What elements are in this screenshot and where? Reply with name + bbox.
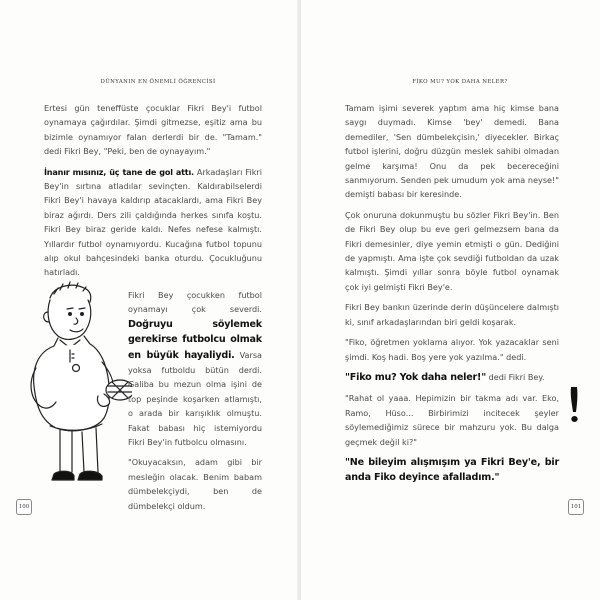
page-number-right: 101 — [568, 499, 584, 515]
handwritten-emphasis: "Ne bileyim alışmışım ya Fikri Bey'e, bir anda Fiko deyince afalladım." — [345, 456, 559, 484]
handwritten-emphasis: "Fiko mu? Yok daha neler!" — [345, 371, 487, 383]
paragraph: "Okuyacaksın, adam gibi bir mesleğin olacak. Benim babam dümbelekçiydi, ben de dümbelekçi oldum. — [128, 457, 262, 511]
right-page-text — [345, 101, 559, 492]
paragraph: Ertesi gün teneffüste çocuklar Fikri Bey'i futbol oynamaya çağırdılar. Şimdi gitmezse, eşitiz ama bu bizimle oynamıyor falan derlerdi bir de. "Tamam." dedi Fikri Bey, "Peki, ben de oynayayım." — [44, 103, 262, 157]
paragraph — [345, 455, 559, 486]
left-page — [0, 0, 299, 600]
paragraph: Fikri Bey çocukken futbol oynamayı çok severdi. Doğruyu söylemek gerekirse futbolcu olmak en büyük hayaliydi. Varsa yoksa futboldu bütün derdi. Galiba bu mezun olma işini de top peşinde koşarken atlamıştı, o arada bir karışıklık olmuştu. Fakat babası hiç istemiyordu Fikri Bey'in futbolcu olmasını. — [128, 290, 263, 448]
paragraph: İnanır mısınız, üç tane de gol attı. Arkadaşları Fikri Bey'in sırtına atladılar sevinçten. Kaldırabilselerdi Fikri Bey'i havaya kaldırıp atacaklardı, ama Fikri Bey biraz ağırdı. Ders zili çaldığında herkes sınıfa koştu. Fikri Bey biraz geride kaldı. Nefes nefese kalmıştı. Yıllardır futbol oynamıyordu. Kucağına futbol topunu alıp okul bahçesindeki banka oturdu. Çocukluğunu hatırladı. — [44, 166, 262, 278]
left-page-text-top — [44, 101, 262, 286]
fikri-bey-illustration — [20, 278, 132, 490]
paragraph: "Fiko, öğretmen yoklama alıyor. Yok yazacaklar seni şimdi. Koş hadi. Boş yere yok yazılma." dedi. — [345, 337, 559, 362]
left-page-text-wrap — [128, 288, 262, 519]
running-head-right: FİKO MU? YOK DAHA NELER? — [412, 79, 508, 85]
paragraph: Fikri Bey bankın üzerinde derin düşüncelere dalmıştı ki, sınıf arkadaşlarından biri geldi koşarak. — [345, 302, 559, 327]
paragraph: Çok onuruna dokunmuştu bu sözler Fikri Bey'in. Ben de Fikri Bey olup bu eve geri gelmezsem bana da Fikri demesinler, diye yemin etmişti o gün. Dediğini de yapmıştı. Ama işte çok sevdiği futboldan da uzak kalmıştı. Şimdi yıllar sonra böyle futbol oynamak çok iyi gelmişti Fikri Bey'e. — [345, 209, 559, 292]
exclamation-icon — [566, 385, 582, 425]
paragraph: "Rahat ol yaaa. Hepimizin bir takma adı var. Eko, Ramo, Hüso... Birbirimizi incitecek şeyler söylemediğimiz sürece bir mahzuru yok. Bu dalga geçmek değil ki?" — [345, 393, 559, 447]
page-number-left: 100 — [16, 499, 32, 515]
paragraph: "Fiko mu? Yok daha neler!" dedi Fikri Bey. — [345, 371, 545, 383]
handwritten-emphasis: İnanır mısınız, üç tane de gol attı. — [44, 166, 194, 177]
running-head-left: DÜNYANIN EN ÖNEMLİ ÖĞRENCİSİ — [100, 79, 216, 85]
handwritten-emphasis: Doğruyu söylemek gerekirse futbolcu olmak en büyük hayaliydi. — [128, 318, 262, 361]
paragraph: Tamam işimi severek yaptım ama hiç kimse bana saygı duymadı. Kimse 'bey' demedi. Bana demediler, 'Sen dümbelekçisin,' diyecekler. Birkaç futbol işlerini, doğru düzgün meslek sahibi olmadan gelme karşıma! Onu da pek becereceğini sanmıyorum. Senden pek umudum yok ama neyse!" demişti babası bir keresinde. — [345, 103, 559, 200]
